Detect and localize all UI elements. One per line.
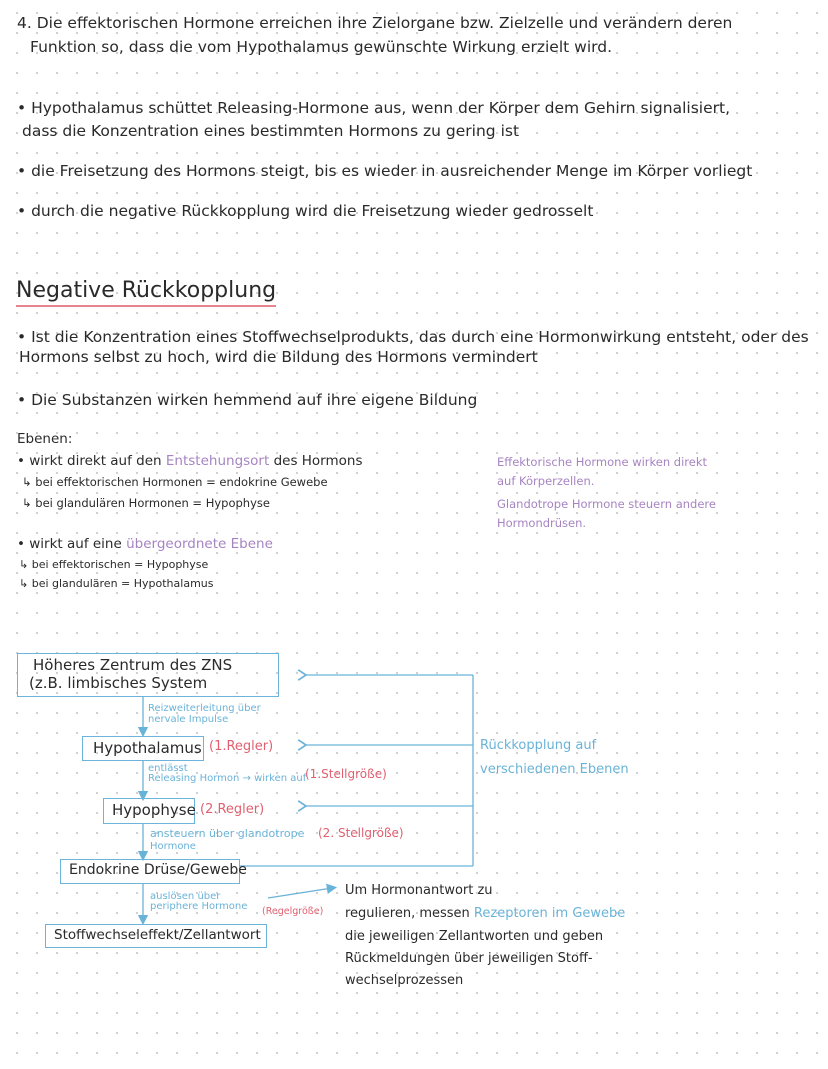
ebenen-b-highlight: übergeordnete Ebene xyxy=(126,536,273,552)
edge-1-line-2: nervale Impulse xyxy=(148,714,229,725)
box-hypophyse: Hypophyse xyxy=(103,798,195,824)
edge-4-line-2: periphere Hormone xyxy=(150,901,248,912)
box-zns-line-2: (z.B. limbisches System xyxy=(29,674,208,692)
edge-2-note: (1.Stellgröße) xyxy=(305,767,387,781)
side-note-3: die jeweiligen Zellantworten und geben xyxy=(345,929,604,944)
box-hypothalamus: Hypothalamus xyxy=(82,736,204,761)
box-hypophyse-note: (2.Regler) xyxy=(200,802,265,817)
edge-3-note: (2. Stellgröße) xyxy=(318,826,404,840)
ebenen-b-sub-2: ↳ bei glandulären = Hypothalamus xyxy=(19,577,214,590)
bullet-1-line-1: • Hypothalamus schüttet Releasing-Hormone aus, wenn der Körper dem Gehirn signalisiert, xyxy=(17,99,730,117)
section-title: Negative Rückkopplung xyxy=(16,278,276,307)
ebenen-note-2: auf Körperzellen. xyxy=(497,474,595,488)
edge-3-line-2: Hormone xyxy=(150,841,196,852)
section-p1-line-2: Hormons selbst zu hoch, wird die Bildung des Hormons vermindert xyxy=(19,348,538,366)
ebenen-a-sub-1: ↳ bei effektorischen Hormonen = endokrine Gewebe xyxy=(22,475,328,489)
side-note-1: Um Hormonantwort zu xyxy=(345,883,493,898)
side-note-5: wechselprozessen xyxy=(345,973,464,988)
intro-line-2: Funktion so, dass die vom Hypothalamus gewünschte Wirkung erzielt wird. xyxy=(30,38,612,56)
ebenen-a-suffix: des Hormons xyxy=(269,453,363,469)
side-note-2-a: regulieren, messen xyxy=(345,906,474,921)
box-hypothalamus-note: (1.Regler) xyxy=(209,739,274,754)
box-zns-line-1: Höheres Zentrum des ZNS xyxy=(33,656,233,674)
regelgroesse-arrow xyxy=(268,888,332,898)
box-gewebe: Endokrine Drüse/Gewebe xyxy=(60,859,240,884)
edge-2-line-2: Releasing Hormon → wirken auf xyxy=(148,773,307,784)
ebenen-label: Ebenen: xyxy=(17,431,73,447)
box-zns xyxy=(17,653,279,697)
ebenen-note-1: Effektorische Hormone wirken direkt xyxy=(497,455,708,469)
bullet-3: • durch die negative Rückkopplung wird die Freisetzung wieder gedrosselt xyxy=(17,202,594,220)
ebenen-b-sub-1: ↳ bei effektorischen = Hypophyse xyxy=(19,558,209,571)
feedback-label-2: verschiedenen Ebenen xyxy=(480,762,629,777)
ebenen-a-sub-2: ↳ bei glandulären Hormonen = Hypophyse xyxy=(22,496,270,510)
side-note-4: Rückmeldungen über jeweiligen Stoff- xyxy=(345,951,593,966)
feedback-label-1: Rückkopplung auf xyxy=(480,738,597,753)
edge-1-line-1: Reizweiterleitung über xyxy=(148,703,261,714)
box-zellantwort: Stoffwechseleffekt/Zellantwort xyxy=(45,924,267,948)
edge-2-line-1: entlässt xyxy=(148,763,188,774)
edge-4-note: (Regelgröße) xyxy=(262,906,324,917)
side-note-2-b: Rezeptoren im Gewebe xyxy=(473,906,626,921)
bullet-2: • die Freisetzung des Hormons steigt, bis es wieder in ausreichender Menge im Körper vorliegt xyxy=(17,162,753,180)
ebenen-b-prefix: • wirkt auf eine xyxy=(17,536,127,552)
edge-3-line-1: ansteuern über glandotrope xyxy=(150,827,305,840)
side-note-2 xyxy=(345,906,625,922)
section-p2: • Die Substanzen wirken hemmend auf ihre eigene Bildung xyxy=(17,391,478,409)
ebenen-a-highlight: Entstehungsort xyxy=(165,453,270,469)
ebenen-note-3: Glandotrope Hormone steuern andere xyxy=(497,497,716,511)
edge-4-line-1: auslösen über xyxy=(150,891,221,902)
bullet-1-line-2: dass die Konzentration eines bestimmten Hormons zu gering ist xyxy=(22,122,520,140)
section-p1-line-1: • Ist die Konzentration eines Stoffwechselprodukts, das durch eine Hormonwirkung entsteht, oder des xyxy=(17,328,809,346)
intro-line-1: 4. Die effektorischen Hormone erreichen ihre Zielorgane bzw. Zielzelle und verändern deren xyxy=(17,14,733,32)
ebenen-a-prefix: • wirkt direkt auf den xyxy=(17,453,166,469)
ebenen-note-4: Hormondrüsen. xyxy=(497,516,587,530)
